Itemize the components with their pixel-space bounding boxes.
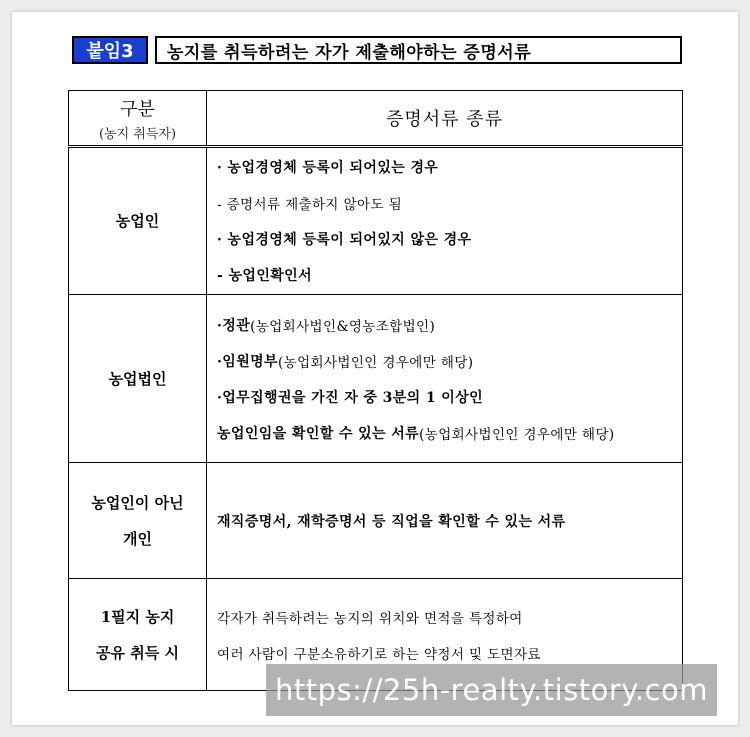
row-documents bbox=[207, 463, 683, 579]
table-row bbox=[69, 295, 683, 463]
row-category bbox=[69, 463, 207, 579]
doc-line: 각자가 취득하려는 농지의 위치와 면적을 특정하여 bbox=[217, 610, 523, 627]
documents-header-cell bbox=[207, 91, 683, 147]
doc-note: (농업회사법인&영농조합법인) bbox=[250, 318, 436, 335]
doc-line: · 농업경영체 등록이 되어있는 경우 bbox=[217, 160, 439, 176]
table-header-row bbox=[69, 91, 683, 147]
row-documents bbox=[207, 295, 683, 463]
table-row bbox=[69, 147, 683, 295]
category-header-sub: (농지 취득자) bbox=[98, 126, 177, 142]
row-category-line: 1필지 농지 bbox=[100, 607, 175, 626]
row-category-line: 농업인이 아닌 bbox=[91, 493, 184, 512]
doc-line: 여러 사람이 구분소유하기로 하는 약정서 및 도면자료 bbox=[217, 646, 541, 663]
doc-line bbox=[217, 379, 682, 415]
row-category: 농업법인 bbox=[69, 295, 207, 463]
row-documents bbox=[207, 147, 683, 295]
row-category-line: 개인 bbox=[123, 529, 152, 548]
doc-line: - 증명서류 제출하지 않아도 됨 bbox=[217, 197, 403, 213]
doc-line: 재직증명서, 재학증명서 등 직업을 확인할 수 있는 서류 bbox=[217, 513, 566, 530]
doc-note: (농업회사법인인 경우에만 해당) bbox=[419, 426, 615, 443]
documents-header: 증명서류 종류 bbox=[385, 109, 504, 130]
row-category-line: 공유 취득 시 bbox=[96, 643, 179, 662]
doc-title: ·정관 bbox=[217, 317, 251, 334]
doc-line bbox=[217, 307, 682, 343]
doc-note: (농업회사법인인 경우에만 해당) bbox=[277, 354, 474, 371]
doc-title: 농업인임을 확인할 수 있는 서류 bbox=[217, 425, 420, 442]
doc-line: · 농업경영체 등록이 되어있지 않은 경우 bbox=[217, 232, 472, 248]
doc-line bbox=[217, 343, 682, 379]
certificate-table bbox=[68, 90, 683, 691]
doc-line bbox=[217, 415, 682, 451]
doc-title: ·업무집행권을 가진 자 중 3분의 1 이상인 bbox=[217, 389, 484, 406]
table-row bbox=[69, 463, 683, 579]
blog-url-watermark: https://25h-realty.tistory.com bbox=[266, 664, 717, 716]
category-header: 구분 bbox=[120, 98, 155, 120]
document-title: 농지를 취득하려는 자가 제출해야하는 증명서류 bbox=[155, 36, 682, 64]
category-header-cell bbox=[69, 91, 207, 147]
row-category: 농업인 bbox=[69, 147, 207, 295]
row-category bbox=[69, 579, 207, 691]
doc-title: ·임원명부 bbox=[217, 353, 278, 370]
attachment-badge: 붙임3 bbox=[72, 36, 148, 64]
doc-line: - 농업인확인서 bbox=[217, 268, 313, 284]
